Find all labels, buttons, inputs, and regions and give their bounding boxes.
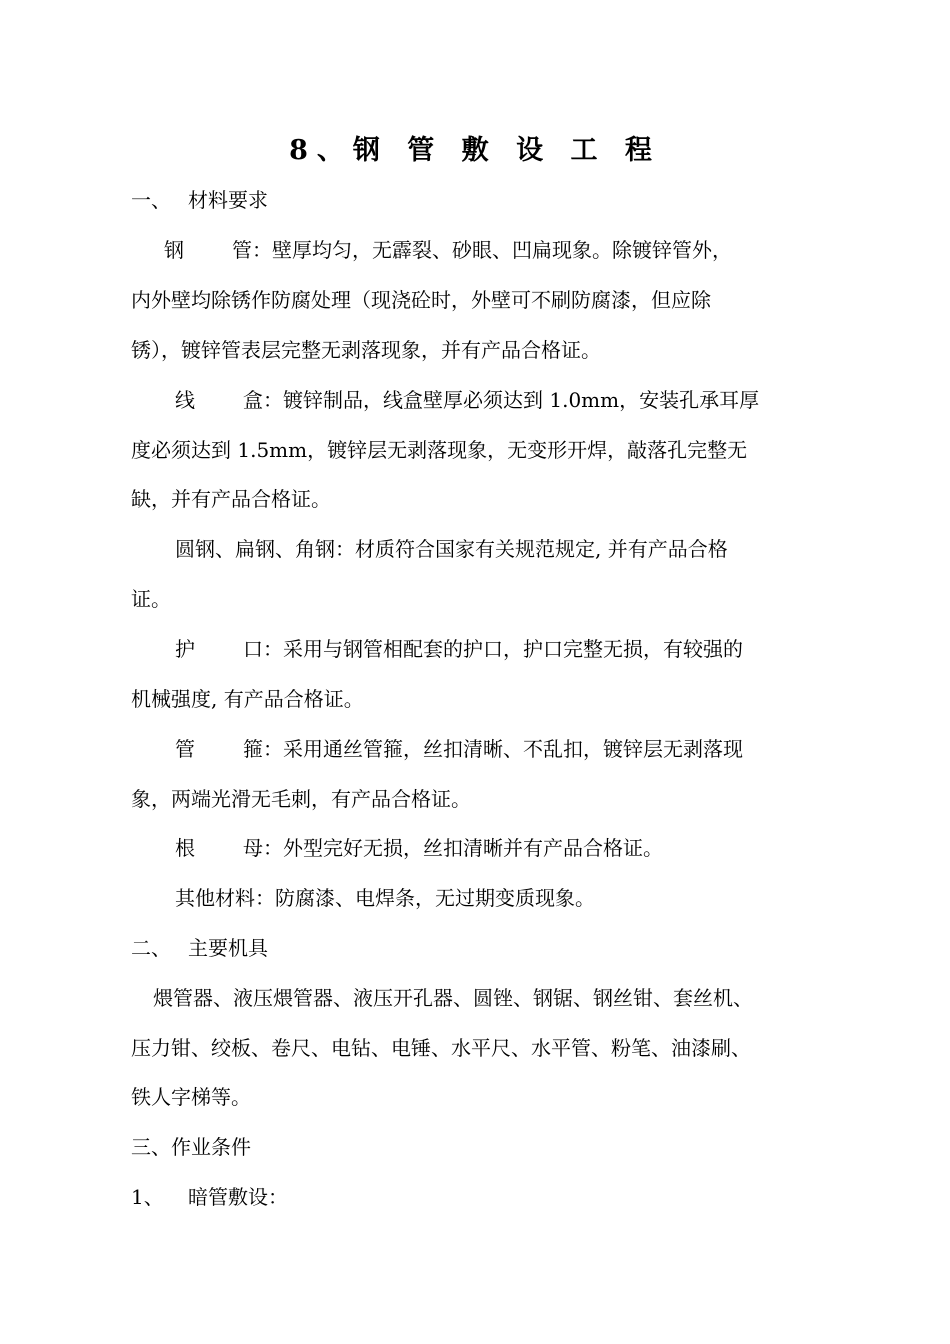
- wire-box-label-b: 盒：: [243, 388, 283, 412]
- nut-line-1: [175, 828, 875, 868]
- steel-bars-line-2: 证。: [131, 587, 171, 611]
- hoop-line-1: [175, 729, 875, 769]
- hoop-line-2: 象，两端光滑无毛刺，有产品合格证。: [131, 787, 471, 811]
- wire-box-line-1: [175, 380, 875, 420]
- wire-box-label-a: 线: [175, 388, 195, 412]
- guard-label-b: 口：: [243, 637, 283, 661]
- hoop-label-b: 箍：: [243, 737, 283, 761]
- steel-pipe-text: 壁厚均匀，无霹裂、砂眼、凹扁现象。除镀锌管外，: [272, 238, 732, 262]
- section-number: 一、: [131, 188, 171, 212]
- hoop-text: 采用通丝管箍，丝扣清晰、不乱扣，镀锌层无剥落现: [283, 737, 743, 761]
- steel-pipe-label-b: 管：: [232, 238, 272, 262]
- guard-line-1: [175, 629, 875, 669]
- wire-box-text: 镀锌制品，线盒壁厚必须达到 1.0mm，安装孔承耳厚: [283, 388, 760, 412]
- tools-line-2: 压力钳、绞板、卷尺、电钻、电锤、水平尺、水平管、粉笔、油漆刷、: [131, 1036, 751, 1060]
- steel-pipe-line-2: 内外壁均除锈作防腐处理（现浇砼时，外壁可不刷防腐漆，但应除: [131, 288, 711, 312]
- hoop-label-a: 管: [175, 737, 195, 761]
- guard-label-a: 护: [175, 637, 195, 661]
- nut-text: 外型完好无损，丝扣清晰并有产品合格证。: [283, 836, 663, 860]
- steel-bars-line-1: 圆钢、扁钢、角钢：材质符合国家有关规范规定, 并有产品合格: [175, 537, 728, 561]
- guard-text: 采用与钢管相配套的护口，护口完整无损，有较强的: [283, 637, 743, 661]
- guard-line-2: 机械强度, 有产品合格证。: [131, 687, 364, 711]
- other-materials-line: 其他材料：防腐漆、电焊条，无过期变质现象。: [175, 886, 595, 910]
- section-title: 主要机具: [188, 936, 268, 960]
- wire-box-line-3: 缺，并有产品合格证。: [131, 487, 331, 511]
- section-title: 材料要求: [188, 188, 268, 212]
- steel-pipe-label-a: 钢: [164, 238, 184, 262]
- tools-line-3: 铁人字梯等。: [131, 1085, 251, 1109]
- section-1-heading: [131, 180, 831, 220]
- nut-label-b: 母：: [243, 836, 283, 860]
- item-number: 1、: [131, 1185, 164, 1209]
- nut-label-a: 根: [175, 836, 195, 860]
- item-title: 暗管敷设：: [188, 1185, 288, 1209]
- page-title: 8、钢 管 敷 设 工 程: [289, 135, 661, 166]
- section-number: 二、: [131, 936, 171, 960]
- section-3-heading: 三、作业条件: [131, 1135, 251, 1159]
- section-2-heading: [131, 928, 831, 968]
- tools-line-1: 煨管器、液压煨管器、液压开孔器、圆锉、钢锯、钢丝钳、套丝机、: [153, 986, 753, 1010]
- wire-box-line-2: 度必须达到 1.5mm，镀锌层无剥落现象，无变形开焊，敲落孔完整无: [131, 438, 748, 462]
- steel-pipe-line-1: [164, 230, 864, 270]
- steel-pipe-line-3: 锈），镀锌管表层完整无剥落现象，并有产品合格证。: [131, 338, 601, 362]
- item-1-heading: [131, 1177, 831, 1217]
